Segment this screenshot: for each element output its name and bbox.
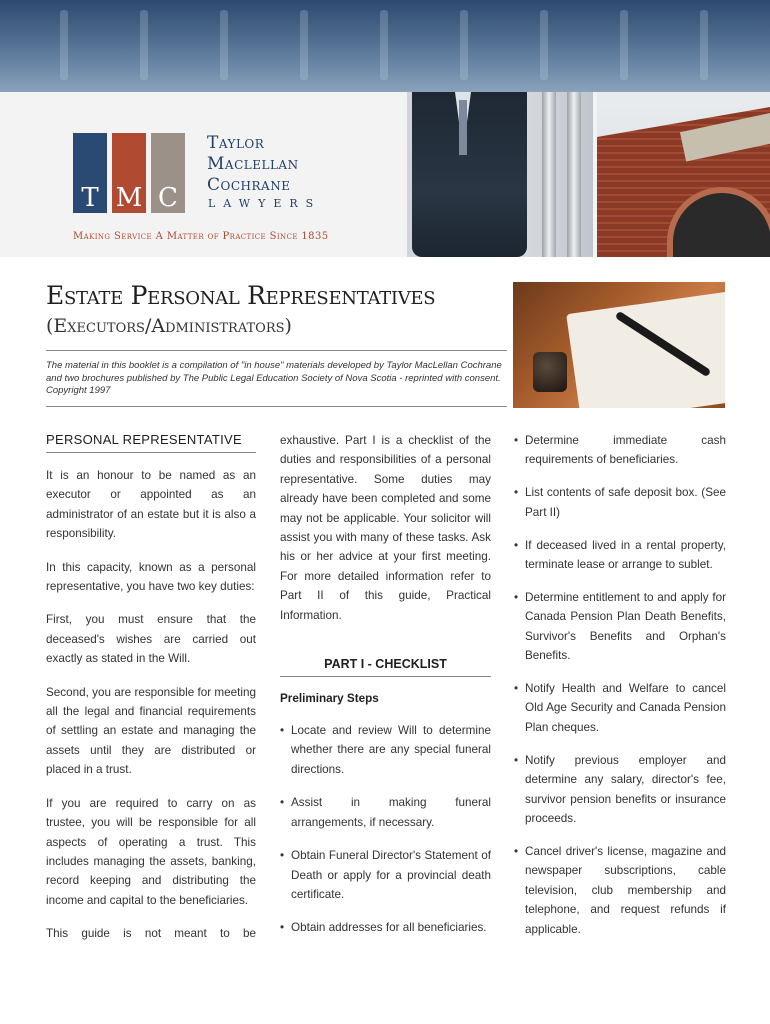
firm-name-line: Maclellan [207,154,299,174]
checklist-item-text: Locate and review Will to determine whether there are any special funeral directions. [291,724,491,776]
paragraph-continued: exhaustive. Part I is a checklist of the duties and responsibilities of a personal representative. Some duties may already have been completed and some may not be applicable. Your solicitor will assist you with many of these tasks. Ask his or her advice at your first meeting. For more detailed information refer to Part II of this guide, Practical Information. [280,434,491,622]
paragraph: First, you must ensure that the deceased's wishes are carried out exactly as stated in the Will. [46,613,256,666]
checklist-item [280,918,491,937]
column-checklist-start [280,431,491,952]
firm-name [207,133,299,196]
checklist-item [514,431,726,470]
checklist-item [280,793,491,832]
paragraph: It is an honour to be named as an executor or appointed as an administrator of an estate but it is also a responsibility. [46,469,256,541]
checklist-list [280,721,491,938]
checklist-item-text: Obtain addresses for all beneficiaries. [291,921,487,935]
checklist-heading: PART I - CHECKLIST [280,655,491,677]
checklist-item [514,842,726,939]
bullet-icon: • [514,753,519,767]
lawyer-photo [407,92,593,257]
checklist-list [514,431,726,939]
paragraph: This guide is not meant to be [46,927,256,941]
checklist-item-text: If deceased lived in a rental property, terminate lease or arrange to sublet. [525,538,726,572]
checklist-item [514,751,726,829]
bullet-icon: • [514,590,519,604]
intro-note: The material in this booklet is a compilation of "in house" materials developed by Taylor MacLellan Cochrane and two brochures published by The Public Legal Education Society of Nova Scotia - reprinted with consent. Copyright 1997 [46,360,502,396]
checklist-item-text: Determine entitlement to and apply for Canada Pension Plan Death Benefits, Survivor's Benefits and Orphan's Benefits. [525,590,726,663]
checklist-item-text: Obtain Funeral Director's Statement of Death or apply for a provincial death certificate. [291,849,491,901]
bullet-icon: • [514,844,519,858]
checklist-item-text: Notify previous employer and determine any salary, director's fee, survivor pension benefits or insurance proceeds. [525,753,726,825]
checklist-item-text: List contents of safe deposit box. (See Part II) [525,486,726,519]
checklist-item [514,483,726,522]
courthouse-photo [597,92,770,257]
logo-letter-t: T [81,183,99,213]
firm-name-line: Taylor [207,133,265,153]
bullet-icon: • [514,538,519,552]
firm-name-line: Cochrane [207,175,291,195]
document-title: Estate Personal Representatives [46,281,436,310]
document-subtitle: (Executors/Administrators) [46,315,292,337]
firm-tagline: Making Service A Matter of Practice Since 1835 [73,231,329,242]
header-photo-strip [0,0,770,92]
logo-letter-m: M [115,183,143,213]
bullet-icon: • [280,796,285,810]
checklist-item-text: Notify Health and Welfare to cancel Old Age Security and Canada Pension Plan cheques. [525,682,726,734]
paragraph: If you are required to carry on as trustee, you will be responsible for all aspects of operating a trust. This includes managing the assets, banking, record keeping and distributing the income and capital to the beneficiaries. [46,796,256,907]
bullet-icon: • [280,724,285,738]
checklist-item [514,536,726,575]
divider [46,406,507,407]
checklist-item [280,721,491,779]
divider [46,350,507,351]
paragraph: In this capacity, known as a personal representative, you have two key duties: [46,560,256,594]
firm-subtitle: LAWYERS [208,197,322,210]
bullet-icon: • [514,682,519,696]
fountain-pen-photo [513,282,725,408]
tmc-logo [73,133,185,213]
checklist-item [514,679,726,737]
bullet-icon: • [280,849,285,863]
bullet-icon: • [280,921,285,935]
column-personal-representative [46,431,256,944]
checklist-item-text: Determine immediate cash requirements of beneficiaries. [525,434,726,467]
bullet-icon: • [514,486,519,500]
checklist-item [280,846,491,904]
column-checklist-continued [514,431,726,952]
preliminary-steps-heading: Preliminary Steps [280,692,379,706]
bullet-icon: • [514,434,519,447]
checklist-item-text: Cancel driver's license, magazine and newspaper subscriptions, cable television, club membership and telephone, and request refunds if applicable. [525,844,726,936]
checklist-item-text: Assist in making funeral arrangements, if necessary. [291,796,491,829]
section-heading: PERSONAL REPRESENTATIVE [46,431,256,453]
logo-letter-c: C [158,183,178,213]
paragraph: Second, you are responsible for meeting all the legal and financial requirements of settling an estate and managing the assets until they are distributed or placed in a trust. [46,685,256,777]
checklist-item [514,588,726,666]
